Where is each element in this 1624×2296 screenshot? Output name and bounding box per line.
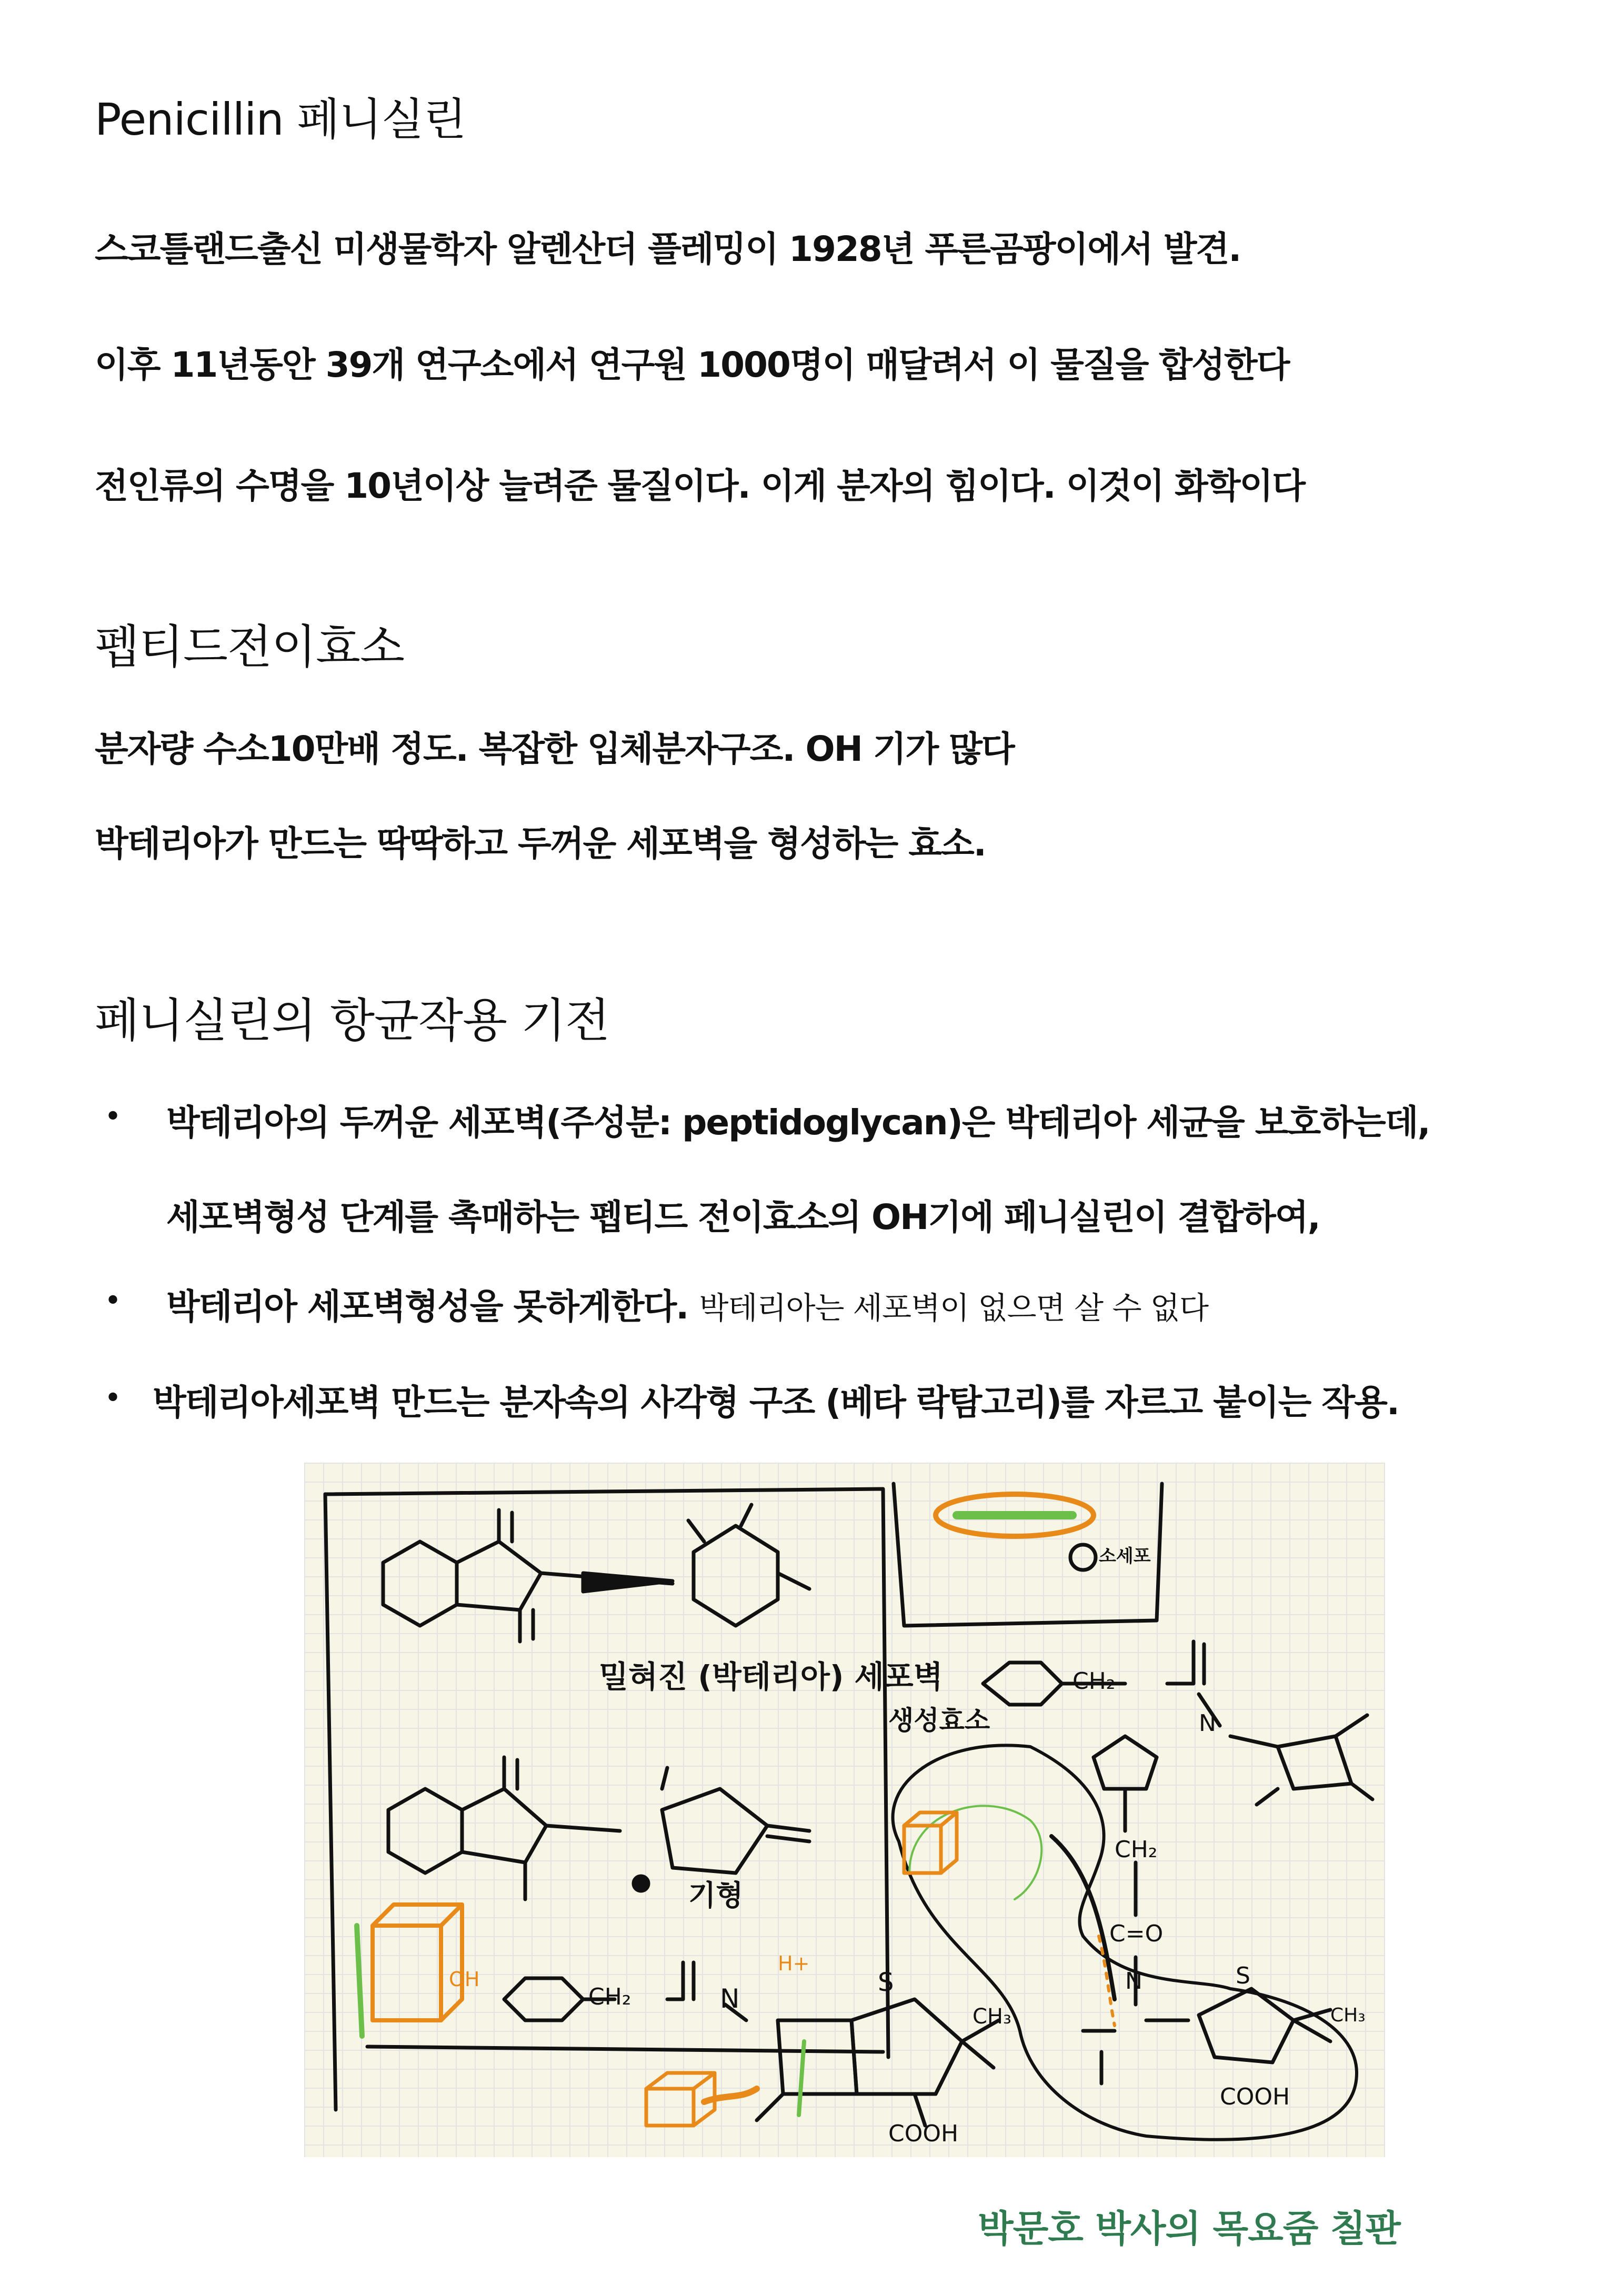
label-c-eq-o: C=O xyxy=(1109,1920,1164,1947)
label-ch2-vertical: CH₂ xyxy=(1115,1836,1158,1863)
ring xyxy=(457,1542,541,1610)
beta-lactam-ring xyxy=(1278,1736,1351,1789)
section1-line-1: 분자량 수소10만배 정도. 복잡한 입체분자구조. OH 기가 많다 xyxy=(95,729,1014,769)
ring xyxy=(462,1789,546,1862)
cube-edges xyxy=(904,1812,957,1873)
blackboard-drawing xyxy=(304,1463,1385,2157)
intro-line-3: 전인류의 수명을 10년이상 늘려준 물질이다. 이게 분자의 힘이다. 이것이 화학이다 xyxy=(95,466,1305,506)
enzyme-box xyxy=(373,1926,441,2020)
bullet-3: • xyxy=(104,1381,122,1415)
green-mark xyxy=(357,1926,362,2036)
bond xyxy=(1294,2010,1330,2041)
page-title: Penicillin 페니실린 xyxy=(95,94,466,145)
bond xyxy=(757,2020,999,2126)
small-orange-box xyxy=(646,2089,694,2126)
benzene-ring xyxy=(388,1789,462,1873)
label-oh: OH xyxy=(449,1968,480,1991)
label-cooh-right: COOH xyxy=(1220,2083,1290,2110)
section-heading-mechanism: 페니실린의 항균작용 기전 xyxy=(95,993,610,1048)
label-ch3-left: CH₃ xyxy=(973,2005,1012,2029)
bond xyxy=(1257,1715,1372,1805)
phenyl-ring xyxy=(504,1978,583,2020)
wedge-bond xyxy=(583,1573,673,1592)
green-outline xyxy=(909,1806,1041,1899)
section-heading-peptidyl-transferase: 펩티드전이효소 xyxy=(95,620,405,674)
dot xyxy=(634,1876,648,1891)
mechanism-line-3-main: 박테리아 세포벽형성을 못하게한다. xyxy=(166,1286,688,1327)
label-ch2-left: CH₂ xyxy=(588,1983,631,2010)
intro-line-2: 이후 11년동안 39개 연구소에서 연구원 1000명이 매달려서 이 물질을 합성한다 xyxy=(95,345,1289,385)
bond xyxy=(546,1826,620,1831)
mechanism-line-4: 박테리아세포벽 만드는 분자속의 사각형 구조 (베타 락탐고리)를 자르고 붙이는 작용. xyxy=(153,1382,1399,1423)
label-enzyme: 생성효소 xyxy=(888,1705,990,1736)
bond xyxy=(688,1505,809,1589)
beta-lactam-ring xyxy=(778,2020,857,2094)
label-deformed: 기형 xyxy=(688,1879,744,1912)
label-ch3-right: CH₃ xyxy=(1330,2005,1366,2026)
label-n-right: N xyxy=(1199,1710,1216,1737)
frame-line xyxy=(325,1494,336,2110)
mechanism-line-3 xyxy=(166,1278,1208,1328)
label-s-right: S xyxy=(1236,1962,1250,1989)
carbonyl xyxy=(520,1610,533,1642)
bullet-2: • xyxy=(104,1284,122,1318)
label-ch2-right: CH₂ xyxy=(1072,1668,1116,1695)
carbonyl xyxy=(504,1757,525,1899)
benzene-ring xyxy=(383,1542,457,1626)
label-n-left: N xyxy=(720,1983,740,2014)
ring xyxy=(694,1526,778,1626)
photo-caption: 박문호 박사의 목요줌 칠판 xyxy=(978,2207,1400,2250)
bond xyxy=(662,1768,809,1841)
label-n-vertical: N xyxy=(1125,1968,1142,1995)
label-cooh-left: COOH xyxy=(888,2120,959,2147)
label-h-plus: H+ xyxy=(778,1952,810,1975)
section1-line-2: 박테리아가 만드는 딱딱하고 두꺼운 세포벽을 형성하는 효소. xyxy=(95,823,986,864)
ring xyxy=(662,1789,767,1873)
intro-line-1: 스코틀랜드출신 미생물학자 알렌산더 플레밍이 1928년 푸른곰팡이에서 발견. xyxy=(95,229,1241,269)
orange-scribble xyxy=(704,2089,757,2102)
label-cell-wall: 밀혀진 (박테리아) 세포벽 xyxy=(599,1659,943,1695)
phenyl-ring xyxy=(1094,1736,1157,1789)
mechanism-line-2: 세포벽형성 단계를 촉매하는 펩티드 전이효소의 OH기에 페니실린이 결합하여, xyxy=(166,1197,1320,1237)
cell-dot xyxy=(1070,1545,1096,1570)
mechanism-line-3-note: 박테리아는 세포벽이 없으면 살 수 없다 xyxy=(699,1290,1208,1326)
phenyl-ring xyxy=(983,1663,1062,1705)
blackboard-photo xyxy=(304,1463,1385,2157)
label-s-left: S xyxy=(878,1968,894,1997)
mechanism-line-1: 박테리아의 두꺼운 세포벽(주성분: peptidoglycan)은 박테리아 세균을 보호하는데, xyxy=(166,1102,1430,1143)
bullet-1: • xyxy=(104,1100,122,1134)
label-cell: 소세포 xyxy=(1099,1546,1151,1567)
carbonyl xyxy=(499,1510,512,1542)
thiazolidine-ring xyxy=(851,1999,962,2094)
enzyme-box-edges xyxy=(373,1905,462,2020)
